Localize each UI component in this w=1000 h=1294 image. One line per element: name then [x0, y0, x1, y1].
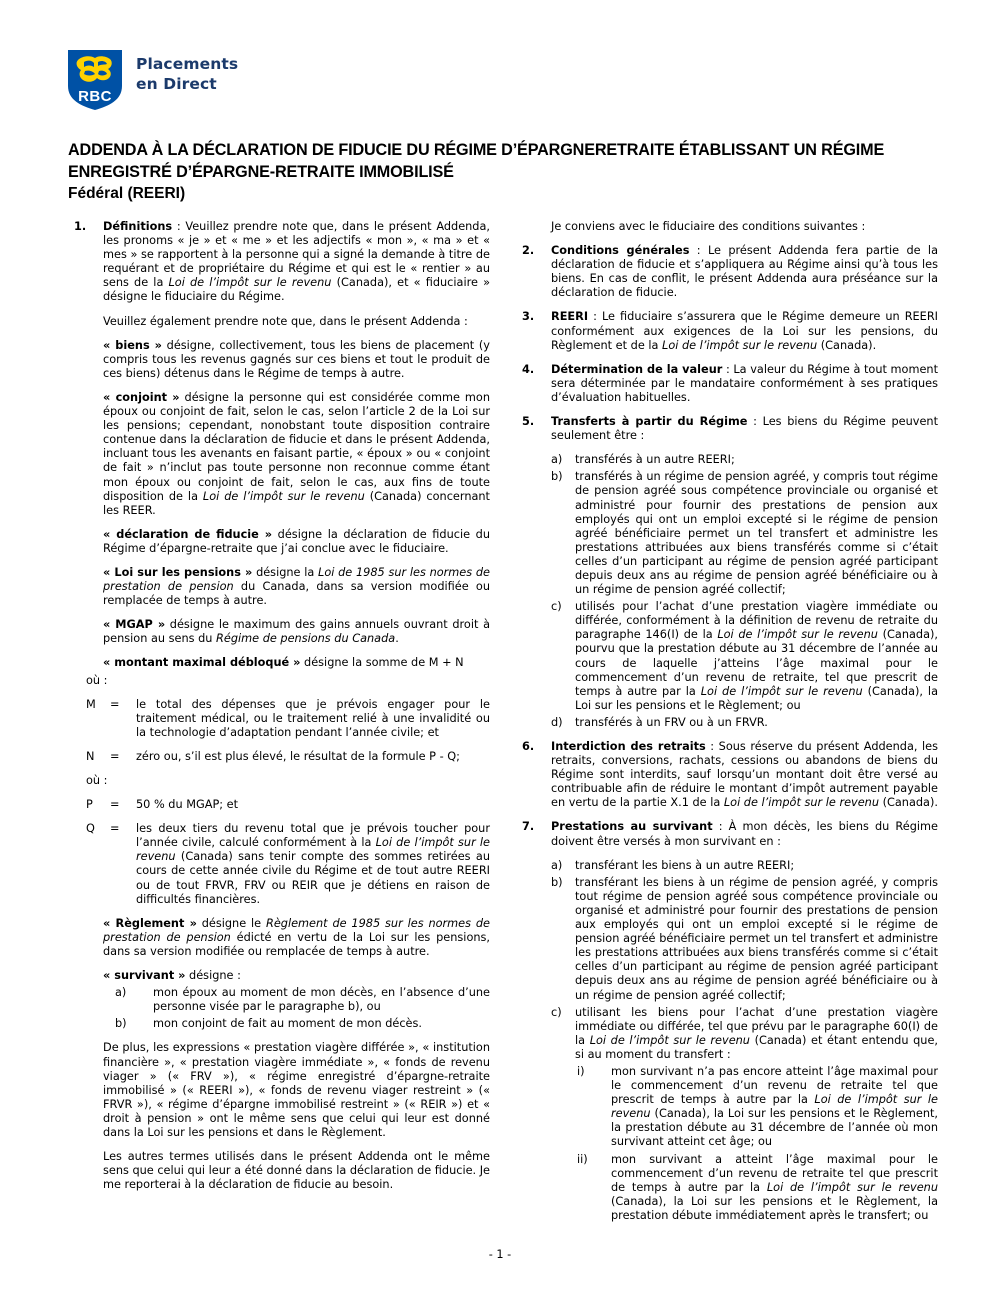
statute-name: Loi de l’impôt sur le revenu	[611, 1093, 938, 1121]
clause-4-determination-valeur	[516, 363, 938, 405]
brand-line-1: Placements	[136, 55, 239, 73]
clause-7-item-b-text: transférant les biens à un régime de pension agréé, y compris tout régime de pension agréé sous compétence provinciale ou organisé et administré pour fournir des prestations de pension aux employés qui ont un emploi excepté si le régime de pension agréé bénéficiaire permet un tel transfert et administre les prestations attribuées aux biens transférés comme si c’était celles d’un participant au régime de pension agréé participant depuis deux ans au régime de pension agréé bénéficiaire ou à un régime de pension agréé collectif;	[575, 875, 938, 1002]
definition-reglement	[68, 917, 490, 959]
clause-1-number: 1.	[74, 220, 87, 233]
survivant-item-a	[68, 986, 490, 1014]
paragraph-autres-termes: Les autres termes utilisés dans le présent Addenda ont le même sens que celui qui leur a été donné dans la déclaration de fiducie. Je me reporterai à la déclaration de fiducie au besoin.	[103, 1150, 490, 1192]
clause-5-text: : Les biens du Régime peuvent seulement être :	[551, 415, 939, 443]
clause-7-item-c	[551, 1006, 938, 1223]
statute-name: Loi de l’impôt sur le revenu	[662, 338, 818, 352]
clause-1-definitions	[68, 220, 490, 305]
clause-7-item-a-text: transférant les biens à un autre REERI;	[575, 858, 795, 872]
clause-7-item-c-ii-text: mon survivant a atteint l’âge maximal pour le commencement d’un revenu de retraite tel que prescrit de temps à autre par la Loi de l’impôt sur le revenu (Canada), la Loi sur les pensions et le Règlement, la prestation débute immédiatement après le transfert; ou	[611, 1152, 938, 1222]
clause-5-item-d	[551, 716, 938, 730]
clause-6-label: Interdiction des retraits	[551, 740, 706, 753]
clause-3-number: 3.	[522, 310, 535, 324]
paragraph-also-note: Veuillez également prendre note que, dans le présent Addenda :	[103, 314, 468, 328]
clause-7-item-b	[551, 876, 938, 1003]
survivant-item-b-label: b)	[115, 1017, 127, 1031]
definition-mgap-term: « MGAP »	[103, 618, 166, 632]
definition-conjoint-text: désigne la personne qui est considérée comme mon époux ou conjoint de fait, selon le cas, selon l’article 2 de la Loi sur les pensions; cependant, nonobstant toute disposition contraire contenue dans la déclaration de fiducie et dans le présent Addenda, incluant tous les avenants en faisant partie, « époux » ou « conjoint de fait » n’inclut pas toute personne non reconnue comme étant mon époux ou conjoint de fait, selon le cas, aux fins de toute disposition de la Loi de l’impôt sur le revenu (Canada) concernant les REER.	[103, 390, 490, 517]
clause-7-number: 7.	[522, 820, 535, 834]
clause-7-item-c-i	[575, 1065, 938, 1150]
definition-reglement-text: désigne le Règlement de 1985 sur les normes de prestation de pension édicté en vertu de la Loi sur les pensions, dans sa version modifiée ou remplacée de temps à autre.	[103, 916, 490, 958]
body-columns	[68, 220, 938, 1226]
statute-name: Loi de 1985 sur les normes de prestation de pension	[103, 565, 490, 594]
clause-5-number: 5.	[522, 415, 535, 429]
statute-name: Loi de l’impôt sur le revenu	[700, 684, 863, 698]
definition-montant-term: « montant maximal débloqué »	[103, 656, 301, 670]
clause-7-item-c-i-text: mon survivant n’a pas encore atteint l’âge maximal pour le commencement d’un revenu de retraite tel que prescrit de temps à autre par la Loi de l’impôt sur le revenu (Canada), la Loi sur les pensions et le Règlement, la prestation débute au 31 décembre de l’année où mon survivant atteint cet âge; ou	[611, 1064, 938, 1149]
clause-3-label: REERI	[551, 310, 589, 324]
definition-survivant-term: « survivant »	[103, 969, 186, 983]
definition-reglement-term: « Règlement »	[103, 916, 197, 930]
statute-name: Loi de l’impôt sur le revenu	[136, 836, 490, 864]
survivant-item-b-text: mon conjoint de fait au moment de mon décès.	[153, 1017, 422, 1031]
clause-7-item-c-ii-label: ii)	[577, 1152, 588, 1166]
definition-loi-pensions	[68, 566, 490, 608]
formula-row-m	[68, 698, 490, 740]
clause-5-item-c	[551, 600, 938, 713]
clause-5-item-c-text: utilisés pour l’achat d’une prestation viagère immédiate ou différée, conformément à la définition de revenu de retraite du paragraphe 146(I) de la Loi de l’impôt sur le revenu (Canada), pourvu que la prestation débute au 31 décembre de l’année au cours de laquelle j’atteins l’âge maximal pour le commencement d’un revenu de retraite, tel que prescrit de temps à autre par la Loi de l’impôt sur le revenu (Canada), la Loi sur les pensions et le Règlement; ou	[575, 600, 938, 712]
formula-p-equals: =	[110, 798, 120, 812]
clause-5-item-b-text: transférés à un régime de pension agréé, y compris tout régime de pension agréé sous compétence provinciale ou organisé et administré pour fournir des prestations de pension aux employés qui ont un emploi excepté si le régime de pension agréé bénéficiaire permet un tel transfert et administre les prestations attribuées aux biens transférés comme si c’était celles d’un participant au régime de pension agréé participant depuis deux ans au régime de pension agréé bénéficiaire ou à un régime de pension agréé collectif;	[575, 470, 938, 597]
statute-name: Loi de l’impôt sur le revenu	[168, 276, 332, 290]
statute-name: Loi de l’impôt sur le revenu	[766, 1180, 938, 1194]
page-title: ADDENDA À LA DÉCLARATION DE FIDUCIE DU RÉGIME D’ÉPARGNERETRAITE ÉTABLISSANT UN RÉGIME ENREGISTRÉ D’ÉPARGNE-RETRAITE IMMOBILISÉ	[68, 141, 885, 181]
definition-conjoint	[68, 391, 490, 518]
clause-6-number: 6.	[522, 740, 535, 753]
clause-3-reeri	[516, 310, 938, 352]
definition-biens-text: désigne, collectivement, tous les biens de placement (y compris tous les revenus gagnés sur ces biens et tout le produit de ces biens) détenus dans le Régime de temps à autre.	[103, 338, 490, 380]
paragraph-intro-conditions: Je conviens avec le fiduciaire des conditions suivantes :	[551, 220, 866, 233]
definition-survivant	[68, 969, 490, 983]
page-subtitle: Fédéral (REERI)	[68, 185, 186, 202]
clause-2-number: 2.	[522, 244, 535, 258]
formula-m-variable: M	[86, 697, 96, 711]
clause-5-item-d-text: transférés à un FRV ou à un FRVR.	[575, 715, 768, 729]
clause-7-label: Prestations au survivant	[551, 820, 713, 834]
formula-p-text: 50 % du MGAP; et	[136, 798, 239, 812]
brand-line-2: en Direct	[136, 75, 217, 93]
formula-m-equals: =	[110, 697, 120, 711]
clause-1-label: Définitions	[103, 220, 173, 233]
clause-5-item-c-label: c)	[551, 600, 562, 614]
brand-header	[68, 50, 238, 110]
right-column	[516, 220, 938, 1226]
definition-declaration-text: désigne la déclaration de fiducie du Régime d’épargne-retraite que j’ai conclue avec le fiduciaire.	[103, 527, 490, 555]
statute-name: Loi de l’impôt sur le revenu	[717, 628, 878, 642]
definition-declaration-term: « déclaration de fiducie »	[103, 527, 273, 541]
clause-7-c-subitems	[575, 1065, 938, 1223]
formula-p-variable: P	[86, 798, 93, 812]
clause-5-transferts	[516, 415, 938, 443]
rbc-shield-icon	[68, 50, 122, 110]
ou-label-2: où :	[86, 774, 108, 787]
formula-n-text: zéro ou, s’il est plus élevé, le résultat de la formule P - Q;	[136, 749, 460, 763]
formula-row-n	[68, 750, 490, 764]
clause-7-item-a	[551, 859, 938, 873]
clause-7-item-a-label: a)	[551, 858, 563, 872]
survivant-item-a-text: mon époux au moment de mon décès, en l’absence d’une personne visée par le paragraphe b), ou	[153, 986, 490, 1014]
clause-5-list	[516, 453, 938, 730]
statute-name: Règlement de 1985 sur les normes de prestation de pension	[103, 916, 490, 944]
definition-survivant-text: désigne :	[185, 969, 241, 983]
statute-name: Loi de l’impôt sur le revenu	[202, 489, 365, 503]
clause-5-item-d-label: d)	[551, 715, 563, 729]
left-column	[68, 220, 490, 1226]
clause-2-text: : Le présent Addenda fera partie de la déclaration de fiducie et s’appliquera au Régime ainsi qu’à tous les biens. En cas de conflit, le présent Addenda aura préséance sur la déclaration de fiducie.	[551, 244, 938, 300]
definition-loi-text: désigne la Loi de 1985 sur les normes de prestation de pension du Canada, dans sa version modifiée ou remplacée de temps à autre.	[103, 565, 490, 608]
definition-mgap-text: désigne le maximum des gains annuels ouvrant droit à pension au sens du Régime de pensions du Canada.	[103, 618, 490, 646]
svg-text:RBC: RBC	[78, 88, 112, 105]
definition-declaration-fiducie	[68, 528, 490, 556]
clause-5-item-b	[551, 470, 938, 597]
formula-m-text: le total des dépenses que je prévois engager pour le traitement médical, ou le traitement relié à une invalidité ou la technologie d’adaptation pendant l’année civile; et	[136, 697, 490, 739]
clause-5-item-a-label: a)	[551, 453, 563, 467]
page-footer: - 1 -	[488, 1248, 512, 1261]
clause-6-interdiction-retraits	[516, 740, 938, 810]
clause-6-text: : Sous réserve du présent Addenda, les retraits, conversions, rachats, cessions ou abandons de biens du Régime sont interdits, sauf lorsqu’un montant doit être versé au contribuable afin de réduire le montant d’impôt autrement payable en vertu de la partie X.1 de la Loi de l’impôt sur le revenu (Canada).	[551, 740, 938, 810]
survivant-item-b	[68, 1017, 490, 1031]
clause-7-item-c-label: c)	[551, 1005, 562, 1019]
clause-7-item-c-ii	[575, 1153, 938, 1223]
clause-4-label: Détermination de la valeur	[551, 362, 723, 376]
clause-7-item-b-label: b)	[551, 875, 563, 889]
clause-4-number: 4.	[522, 362, 535, 376]
clause-2-conditions-generales	[516, 244, 938, 300]
brand-wordmark	[136, 54, 238, 94]
clause-7-prestations-survivant	[516, 820, 938, 848]
clause-2-label: Conditions générales	[551, 244, 690, 258]
formula-n-equals: =	[110, 749, 120, 763]
clause-5-item-a-text: transférés à un autre REERI;	[575, 453, 735, 467]
clause-3-text: : Le fiduciaire s’assurera que le Régime demeure un REERI conformément aux exigences de la Loi sur les pensions, du Règlement et de la Loi de l’impôt sur le revenu (Canada).	[551, 310, 938, 352]
definition-biens	[68, 339, 490, 381]
ou-label-1: où :	[86, 673, 108, 687]
definition-biens-term: « biens »	[103, 338, 162, 352]
clause-5-label: Transferts à partir du Régime	[551, 415, 748, 429]
formula-row-p	[68, 798, 490, 812]
definition-montant-text: désigne la somme de M + N	[300, 656, 464, 670]
formula-q-equals: =	[110, 822, 120, 836]
definition-montant-maximal	[68, 656, 490, 670]
clause-5-item-b-label: b)	[551, 470, 563, 484]
formula-n-variable: N	[86, 749, 95, 763]
formula-q-text: les deux tiers du revenu total que je prévois toucher pour l’année civile, calculé conformément à la Loi de l’impôt sur le revenu (Canada) sans tenir compte des sommes retirées au cours de cette année civile du Régime et de tout autre REERI ou de tout FRVR, FRV ou REIR que je détiens en raison de difficultés financières.	[136, 822, 490, 906]
clause-7-item-c-text: utilisant les biens pour l’achat d’une prestation viagère immédiate ou différée, tel que prévu par le paragraphe 60(I) de la Loi de l’impôt sur le revenu (Canada) et étant entendu que, si au moment du transfert :	[575, 1005, 938, 1061]
definition-mgap	[68, 618, 490, 646]
formula-row-q	[68, 822, 490, 907]
definition-loi-term: « Loi sur les pensions »	[103, 565, 253, 579]
clause-7-list	[516, 859, 938, 1223]
statute-name: Loi de l’impôt sur le revenu	[723, 796, 879, 810]
statute-name: Loi de l’impôt sur le revenu	[589, 1033, 750, 1047]
clause-4-text: : La valeur du Régime à tout moment sera déterminée par le mandataire conformément à ses pratiques d’évaluation habituelles.	[551, 362, 938, 404]
clause-7-text: : À mon décès, les biens du Régime doivent être versés à mon survivant en :	[551, 820, 938, 848]
survivant-item-a-label: a)	[115, 986, 127, 1000]
paragraph-de-plus: De plus, les expressions « prestation viagère différée », « institution financière », « prestation viagère immédiate », « fonds de revenu viager » (« FRV »), « régime enregistré d’épargne-retraite immobilisé » (« REERI »), « fonds de revenu viager restreint » (« FRVR »), « régime d’épargne immobilisé restreint » (« REIR ») et « droit à pension » ont le même sens que celui qui leur est donné dans la Loi sur les pensions et dans le Règlement.	[103, 1041, 490, 1139]
clause-5-item-a	[551, 453, 938, 467]
clause-1-text: : Veuillez prendre note que, dans le présent Addenda, les pronoms « je » et « me » et les adjectifs « mon », « ma » et « mes » se rapportent à la personne qui a signé la demande à titre de requérant et de propriétaire du Régime et qui est le « rentier » au sens de la Loi de l’impôt sur le revenu (Canada), et « fiduciaire » désigne le fiduciaire du Régime.	[103, 220, 490, 304]
definition-conjoint-term: « conjoint »	[103, 390, 180, 404]
statute-name: Régime de pensions du Canada	[216, 632, 396, 646]
formula-q-variable: Q	[86, 822, 95, 836]
clause-7-item-c-i-label: i)	[577, 1064, 585, 1078]
